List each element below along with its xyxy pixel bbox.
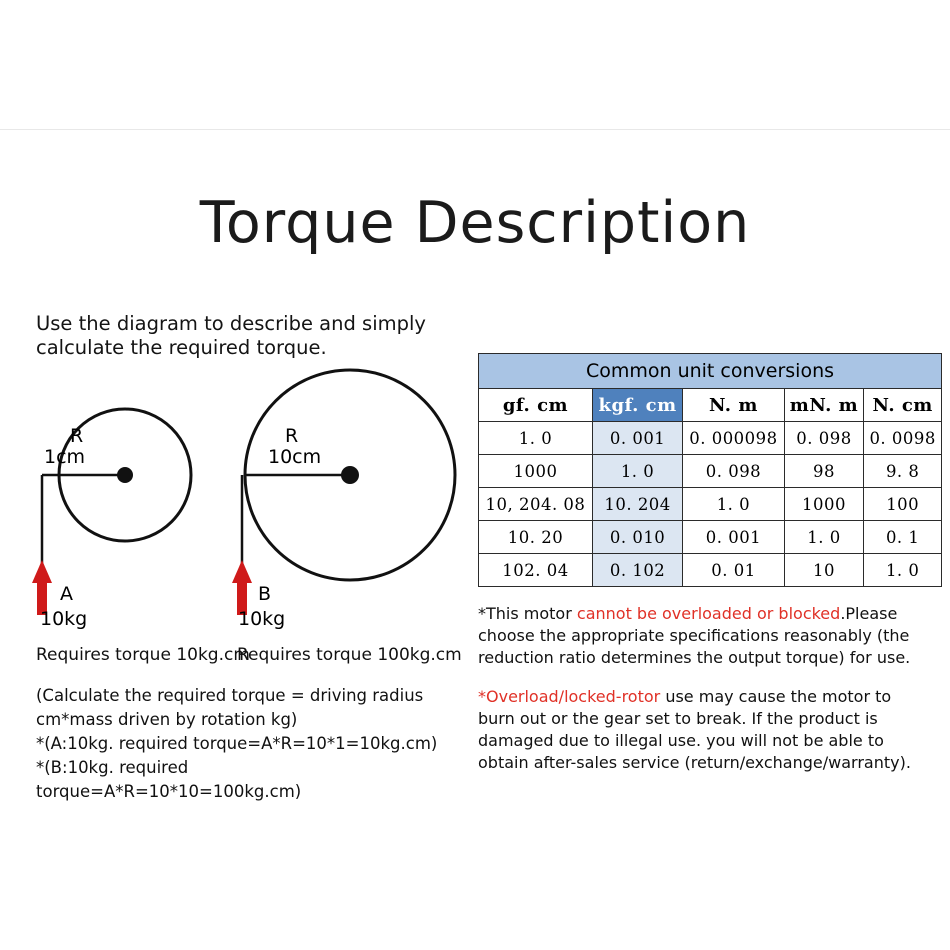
center-dot-a: [117, 467, 133, 483]
radius-label-b: R: [285, 425, 299, 447]
table-cell: 1. 0: [784, 521, 864, 554]
table-cell: 0. 1: [864, 521, 942, 554]
table-cell: 0. 001: [683, 521, 784, 554]
conversion-table-wrap: [478, 353, 942, 587]
table-header-n-m: N. m: [683, 389, 784, 422]
table-cell: 10: [784, 554, 864, 587]
load-label-a: A: [60, 583, 73, 605]
top-divider: [0, 129, 950, 130]
table-cell: 0. 0098: [864, 422, 942, 455]
table-cell: 1. 0: [864, 554, 942, 587]
table-cell: 0. 010: [592, 521, 682, 554]
table-cell: 100: [864, 488, 942, 521]
table-cell: 0. 01: [683, 554, 784, 587]
notes-block: [478, 603, 930, 791]
table-cell: 1. 0: [683, 488, 784, 521]
table-row: [479, 488, 942, 521]
table-cell: 10. 20: [479, 521, 593, 554]
load-value-b: 10kg: [238, 608, 286, 630]
formula-line-4: *(B:10kg. required torque=A*R=10*10=100kg.cm): [36, 757, 302, 801]
load-value-a: 10kg: [40, 608, 88, 630]
page-title: Torque Description: [199, 190, 751, 256]
note2-post: use may cause the motor to burn out or the gear set to break. If the product is damaged due to illegal use. you will not be able to obtain after-sales service (return/exchange/warranty).: [478, 687, 911, 772]
table-cell: 1. 0: [479, 422, 593, 455]
table-cell: 0. 098: [683, 455, 784, 488]
note1-post: .Please choose the appropriate specifications reasonably (the reduction ratio determines the output torque) for use.: [478, 604, 911, 667]
radius-label-a: R: [70, 425, 84, 447]
formula-block: [36, 684, 456, 804]
conversion-table: [478, 353, 942, 587]
load-label-b: B: [258, 583, 272, 605]
table-cell: 9. 8: [864, 455, 942, 488]
table-header-row: [479, 389, 942, 422]
table-row: [479, 521, 942, 554]
force-arrow-b: [232, 560, 252, 615]
table-header-mn-m: mN. m: [784, 389, 864, 422]
table-cell: 1. 0: [592, 455, 682, 488]
table-cell: 1000: [479, 455, 593, 488]
table-caption: Common unit conversions: [479, 354, 942, 389]
formula-line-1: (Calculate the required torque = driving radius: [36, 686, 424, 705]
caption-a: Requires torque 10kg.cm: [36, 645, 250, 665]
caption-b: Requires torque 100kg.cm: [237, 645, 462, 665]
note-warranty-warning: [478, 686, 930, 773]
note1-red: cannot be overloaded or blocked: [576, 604, 841, 623]
note1-pre: *This motor: [478, 604, 577, 623]
table-cell: 0. 102: [592, 554, 682, 587]
table-cell: 98: [784, 455, 864, 488]
formula-line-2: cm*mass driven by rotation kg): [36, 709, 298, 729]
table-header-n-cm: N. cm: [864, 389, 942, 422]
table-cell: 10, 204. 08: [479, 488, 593, 521]
note-overload-warning: [478, 603, 930, 668]
radius-value-b: 10cm: [268, 446, 322, 468]
table-row: [479, 455, 942, 488]
force-arrow-a: [32, 560, 52, 615]
table-cell: 102. 04: [479, 554, 593, 587]
table-cell: 0. 098: [784, 422, 864, 455]
table-header-kgf-cm: kgf. cm: [592, 389, 682, 422]
table-cell: 10. 204: [592, 488, 682, 521]
intro-text: Use the diagram to describe and simply calculate the required torque.: [36, 312, 426, 360]
table-cell: 0. 000098: [683, 422, 784, 455]
table-cell: 1000: [784, 488, 864, 521]
table-row: [479, 422, 942, 455]
formula-line-3: *(A:10kg. required torque=A*R=10*1=10kg.cm): [36, 733, 438, 753]
table-header-gf-cm: gf. cm: [479, 389, 593, 422]
table-row: [479, 554, 942, 587]
center-dot-b: [341, 466, 359, 484]
table-cell: 0. 001: [592, 422, 682, 455]
radius-value-a: 1cm: [44, 446, 86, 468]
note2-red: *Overload/locked-rotor: [478, 687, 661, 707]
